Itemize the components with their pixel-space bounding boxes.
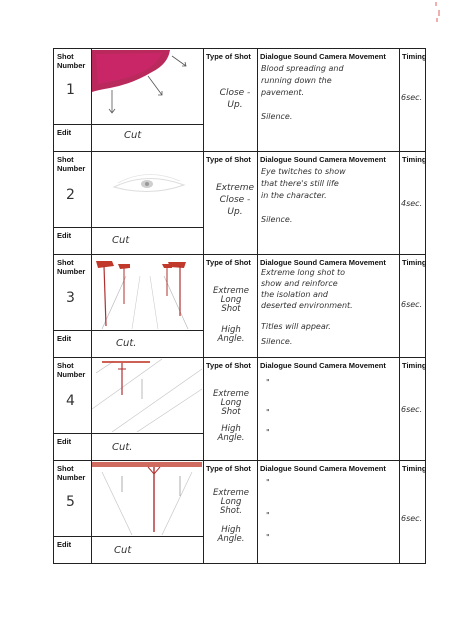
ditto-mark: " [266,378,270,387]
shot-number-value: 2 [66,187,75,203]
storyboard-sheet [53,48,426,564]
timing-header: Timing [402,258,427,267]
storyboard-row-4 [53,357,426,460]
shot-number-header: Shot Number [57,361,86,379]
edit-value: Cut. [116,338,137,349]
dialogue-line: pavement. [261,88,305,97]
type-line: Angle. [217,334,245,344]
corner-marks [432,2,442,24]
shot-sketch-eye [92,153,202,226]
ditto-mark: " [266,428,270,437]
timing-header: Timing [402,52,427,61]
shot-number-header: Shot Number [57,258,86,276]
edit-header: Edit [57,128,72,137]
shot-number-value: 3 [66,290,75,306]
timing-value: 6sec. [401,405,423,414]
dialogue-line: the isolation and [261,290,328,299]
timing-header: Timing [402,361,427,370]
type-line: Shot [221,407,241,417]
type-of-shot-header: Type of Shot [206,258,251,267]
edit-value: Cut [112,235,130,246]
type-line: High [221,325,241,335]
type-of-shot-header: Type of Shot [206,361,251,370]
dialogue-line: show and reinforce [261,279,338,288]
type-line: Long [220,398,242,408]
shot-sketch-street [92,256,202,329]
dialogue-line: Silence. [261,112,293,121]
dialogue-header: Dialogue Sound Camera Movement [260,464,386,473]
type-line: Long [220,295,242,305]
dialogue-header: Dialogue Sound Camera Movement [260,155,386,164]
edit-header: Edit [57,540,72,549]
dialogue-line: that there's still life [261,179,339,188]
type-line: Angle. [217,534,245,544]
shot-number-header: Shot Number [57,155,86,173]
type-line: High [221,525,241,535]
type-line: Shot. [219,506,243,516]
dialogue-line: Silence. [261,215,293,224]
ditto-mark: " [266,478,270,487]
ditto-mark: " [266,511,270,520]
dialogue-line: Extreme long shot to [261,268,346,277]
edit-value: Cut [124,130,142,141]
timing-value: 6sec. [401,300,423,309]
ditto-mark: " [266,408,270,417]
timing-header: Timing [402,464,427,473]
type-of-shot-header: Type of Shot [206,155,251,164]
timing-header: Timing [402,155,427,164]
type-line: Extreme [213,389,249,399]
timing-value: 6sec. [401,93,423,102]
type-line: High [221,424,241,434]
edit-value: Cut [114,545,132,556]
shot-sketch-street-high-angle [92,359,202,432]
shot-number-header: Shot Number [57,52,86,70]
dialogue-line: deserted environment. [261,301,353,310]
type-line: Close - [219,88,251,98]
dialogue-header: Dialogue Sound Camera Movement [260,52,386,61]
shot-sketch-street-overhead [92,462,202,535]
shot-sketch-blood [92,50,202,123]
type-line: Extreme [213,286,249,296]
storyboard-row-2 [53,151,426,254]
dialogue-line: Eye twitches to show [261,167,346,176]
shot-number-value: 5 [66,494,75,510]
shot-number-header: Shot Number [57,464,86,482]
type-line: Extreme [213,488,249,498]
shot-number-value: 1 [66,82,75,98]
type-line: Shot [221,304,241,314]
storyboard-row-1 [53,48,426,151]
type-line: Extreme [215,183,255,193]
type-line: Up. [227,100,243,110]
storyboard-row-3 [53,254,426,357]
dialogue-line: Titles will appear. [261,322,331,331]
timing-value: 4sec. [401,199,423,208]
timing-value: 6sec. [401,514,423,523]
edit-header: Edit [57,231,72,240]
type-line: Close - [219,195,251,205]
dialogue-line: in the character. [261,191,327,200]
type-line: Long [220,497,242,507]
storyboard-row-5 [53,460,426,564]
edit-header: Edit [57,437,72,446]
type-of-shot-header: Type of Shot [206,464,251,473]
dialogue-line: Silence. [261,337,293,346]
ditto-mark: " [266,533,270,542]
type-line: Angle. [217,433,245,443]
dialogue-line: running down the [261,76,332,85]
shot-number-value: 4 [66,393,75,409]
dialogue-line: Blood spreading and [261,64,344,73]
type-of-shot-header: Type of Shot [206,52,251,61]
type-line: Up. [227,207,243,217]
dialogue-header: Dialogue Sound Camera Movement [260,361,386,370]
edit-value: Cut. [112,442,133,453]
dialogue-header: Dialogue Sound Camera Movement [260,258,386,267]
edit-header: Edit [57,334,72,343]
